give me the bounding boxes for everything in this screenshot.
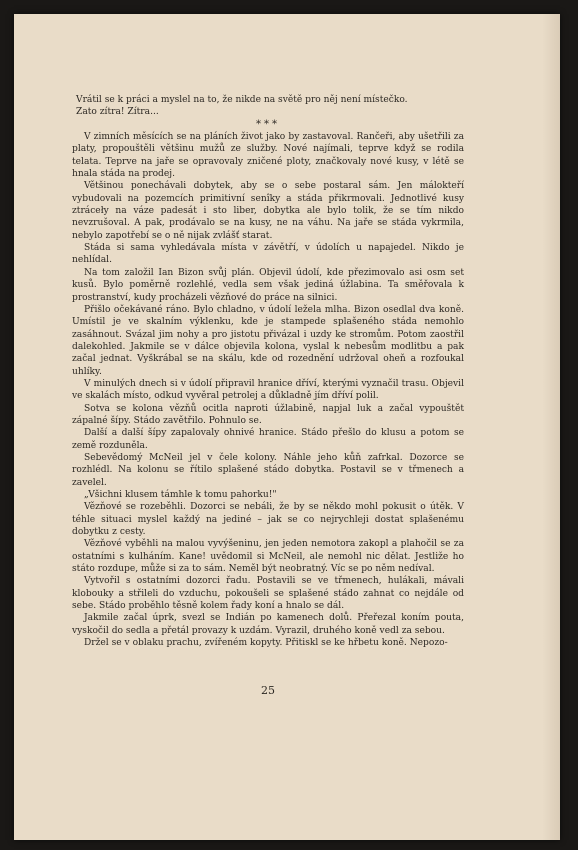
paragraph: Přišlo očekávané ráno. Bylo chladno, v údolí ležela mlha. Bizon osedlal dva koně. Umístil je ve skalním výklenku, kde je stampede splašeného stáda nemohlo zasáhnout. Svázal jim nohy a pro jistotu přivázal i uzdy ke stromům. Potom zaostřil dalekohled. Jakmile se v dálce objevila kolona, vyslal k nebesům modlitbu a pak začal jednat. Vyškrábal se na skálu, kde od rozednění udržoval oheň a rozfoukal uhlíky. [72,304,464,377]
paragraph: Vězňové se rozeběhli. Dozorci se nebáli, že by se někdo mohl pokusit o útěk. V téhle situaci myslel každý na jediné – jak se co nejrychleji dostat splašenému dobytku z cesty. [72,502,464,538]
paragraph: Další a další šípy zapalovaly ohnivé hranice. Stádo přešlo do klusu a potom se země rozduněla. [72,428,464,451]
page-number: 25 [261,684,275,697]
paragraph: V zimních měsících se na pláních život jako by zastavoval. Rančeři, aby ušetřili za platy, propouštěli většinu mužů ze služby. Nové najímali, teprve když se rodila telata. Teprve na jaře se opravovaly zničené ploty, značkovaly nové kusy, v létě se hnala stáda na prodej. [72,132,464,180]
paragraph: Vězňové vyběhli na malou vyvýšeninu, jen jeden nemotora zakopl a plahočil se za ostatními s kulháním. Kane! uvědomil si McNeil, ale nemohl nic dělat. Jestliže ho státo rozdupe, může si za to sám. Neměl být neobratný. Víc se po něm nedíval. [72,539,464,575]
book-page [14,14,560,840]
paragraph: Stáda si sama vyhledávala místa v závětří, v údolích u napajedel. Nikdo je nehlídal. [72,243,464,266]
page-text [72,94,464,649]
paragraph: Sotva se kolona vězňů ocitla naproti úžlabině, napjal luk a začal vypouštět zápalné šípy. Stádo zavětřilo. Pohnulo se. [72,403,464,426]
paragraph: Na tom založil Ian Bizon svůj plán. Objevil údolí, kde přezimovalo asi osm set kusů. Bylo poměrně rozlehlé, vedla sem však jediná úžlabina. Ta směřovala k prostranství, kudy procházeli vězňové do práce na silnici. [72,267,464,303]
opening-line: Zato zítra! Zítra... [76,107,159,118]
dialogue-line: „Všichni klusem támhle k tomu pahorku!" [84,490,277,500]
paragraph: Sebevědomý McNeil jel v čele kolony. Náhle jeho kůň zafrkal. Dozorce se rozhlédl. Na kolonu se řítilo splašené stádo dobytka. Postavil se v třmenech a zavelel. [72,452,464,488]
paragraph: Jakmile začal úprk, svezl se Indián po kamenech dolů. Přeřezal koním pouta, vyskočil do sedla a přetál provazy k uzdám. Vyrazil, druhého koně vedl za sebou. [72,613,464,636]
paragraph: V minulých dnech si v údolí připravil hranice dříví, kterými vyznačil trasu. Objevil ve skalách místo, odkud vyvěral petrolej a důkladně jím dříví polil. [72,378,464,402]
opening-line: Vrátil se k práci a myslel na to, že nikde na světě pro něj není místečko. [76,95,408,105]
paragraph: Většinou ponechávali dobytek, aby se o sebe postaral sám. Jen málokteří vybudovali na pozemcích primitivní senîky a stáda přikrmovali. Jednotlivé kusy ztráceły na váze padesát i sto liber, dobytka ale bylo tolik, že se tím nikdo nevzrušoval. A pak, prodávalo se na kusy, ne na váhu. Na jaře se stáda vykrmila, nebylo zapotřebí se o ně nijak zvlášť starat. [72,181,464,241]
paragraph: Držel se v oblaku prachu, zvířeném kopyty. Přitiskl se ke hřbetu koně. Nepozo- [84,638,448,649]
section-separator: *** [256,118,280,130]
paragraph: Vytvořil s ostatními dozorci řadu. Postavili se ve třmenech, hulákali, mávali klobouky a střileli do vzduchu, pokoušeli se splašené stádo zahnat co nejdále od sebe. Stádo proběhlo těsně kolem řady koní a hnalo se dál. [72,576,464,612]
